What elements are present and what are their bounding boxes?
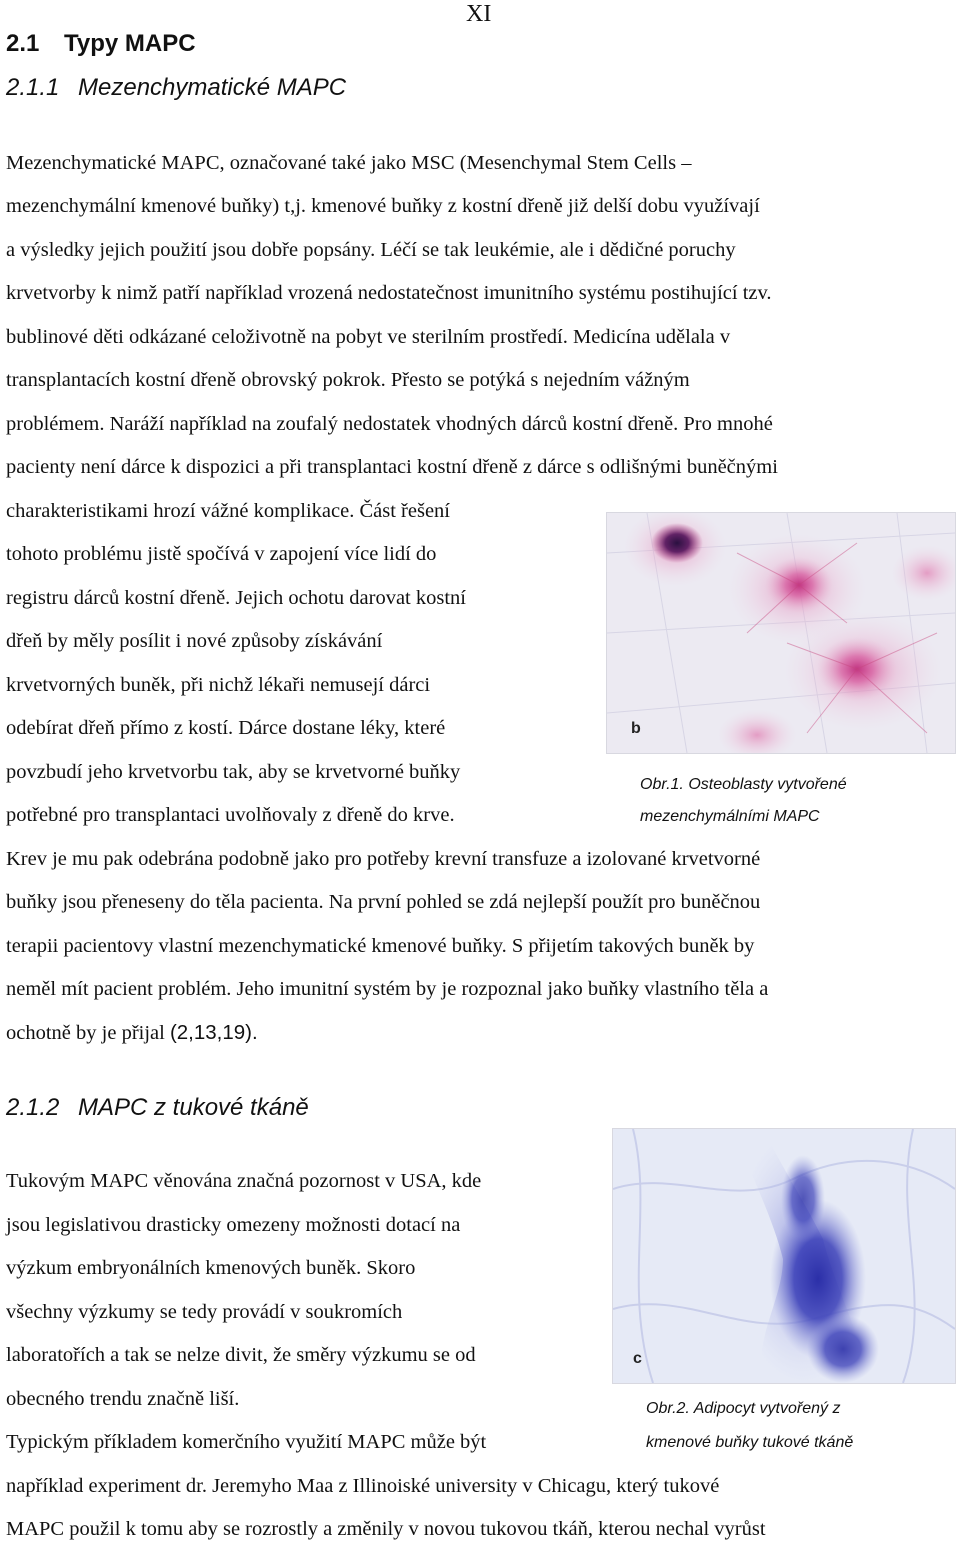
figure-1-caption-line-2: mezenchymálními MAPC xyxy=(640,808,820,825)
paragraph-line: tohoto problému jistě spočívá v zapojení více lidí do xyxy=(6,543,437,565)
paragraph-line: potřebné pro transplantaci uvolňovaly z dřeně do krve. xyxy=(6,804,455,826)
paragraph-line: výzkum embryonálních kmenových buněk. Skoro xyxy=(6,1257,416,1279)
section-title: Typy MAPC xyxy=(64,30,196,57)
paragraph-line: buňky jsou přeneseny do těla pacienta. Na první pohled se zdá nejlepší použít pro buněčnou xyxy=(6,891,761,913)
paragraph-line: charakteristikami hrozí vážné komplikace. Část řešení xyxy=(6,500,450,522)
paragraph-line: MAPC použil k tomu aby se rozrostly a změnily v novou tukovou tkáň, kterou nechal vyrůst xyxy=(6,1518,766,1540)
figure-2-label: c xyxy=(633,1350,642,1367)
paragraph-line: Tukovým MAPC věnována značná pozornost v USA, kde xyxy=(6,1170,482,1192)
paragraph-line: bublinové děti odkázané celoživotně na pobyt ve sterilním prostředí. Medicína udělala v xyxy=(6,326,731,348)
paragraph-line: terapii pacientovy vlastní mezenchymatické kmenové buňky. S přijetím takových buněk by xyxy=(6,935,755,957)
paragraph-text: ochotně by je přijal xyxy=(6,1022,170,1044)
paragraph-line: jsou legislativou drasticky omezeny možnosti dotací na xyxy=(6,1214,461,1236)
figure-1-caption-line-1: Obr.1. Osteoblasty vytvořené xyxy=(640,776,847,793)
paragraph-line: problémem. Naráží například na zoufalý nedostatek vhodných dárců kostní dřeně. Pro mnohé xyxy=(6,413,773,435)
figure-2-caption-line-2: kmenové buňky tukové tkáně xyxy=(646,1434,854,1451)
figure-1-micrograph xyxy=(606,512,956,754)
paragraph-line: a výsledky jejich použití jsou dobře popsány. Léčí se tak leukémie, ale i dědičné poruchy xyxy=(6,239,736,261)
paragraph-line: laboratořích a tak se nelze divit, že směry výzkumu se od xyxy=(6,1344,476,1366)
paragraph-line: registru dárců kostní dřeně. Jejich ochotu darovat kostní xyxy=(6,587,466,609)
paragraph-line: všechny výzkumy se tedy provádí v soukromích xyxy=(6,1301,403,1323)
paragraph-line: obecného trendu značně liší. xyxy=(6,1388,240,1410)
paragraph-line: mezenchymální kmenové buňky) t,j. kmenové buňky z kostní dřeně již delší dobu využívají xyxy=(6,195,760,217)
subsection-number: 2.1.2 xyxy=(6,1094,60,1121)
citation-reference: (2,13,19). xyxy=(169,1021,258,1044)
subsection-heading-1 xyxy=(6,72,346,104)
paragraph-line: dřeň by měly posílit i nové způsoby získávání xyxy=(6,630,383,652)
figure-1-image xyxy=(607,513,955,753)
paragraph-line-last xyxy=(6,1018,258,1048)
section-number: 2.1 xyxy=(6,30,40,57)
paragraph-line: neměl mít pacient problém. Jeho imunitní systém by je rozpoznal jako buňky vlastního těla a xyxy=(6,978,769,1000)
paragraph-line: transplantacích kostní dřeně obrovský pokrok. Přesto se potýká s nejedním vážným xyxy=(6,369,690,391)
subsection-heading-2 xyxy=(6,1092,309,1124)
figure-2-image xyxy=(613,1129,955,1383)
paragraph-line: povzbudí jeho krvetvorbu tak, aby se krvetvorné buňky xyxy=(6,761,461,783)
page-number: XI xyxy=(466,1,492,27)
paragraph-line: Typickým příkladem komerčního využití MAPC může být xyxy=(6,1431,487,1453)
figure-1-label: b xyxy=(631,720,641,737)
figure-2-micrograph xyxy=(612,1128,956,1384)
paragraph-line: odebírat dřeň přímo z kostí. Dárce dostane léky, které xyxy=(6,717,446,739)
paragraph-line: krvetvorných buněk, při nichž lékaři nemusejí dárci xyxy=(6,674,431,696)
figure-2-caption-line-1: Obr.2. Adipocyt vytvořený z xyxy=(646,1400,841,1417)
paragraph-line: Krev je mu pak odebrána podobně jako pro potřeby krevní transfuze a izolované krvetvorné xyxy=(6,848,761,870)
section-heading xyxy=(6,28,196,60)
paragraph-line: pacienty není dárce k dispozici a při transplantaci kostní dřeně z dárce s odlišnými buněčnými xyxy=(6,456,778,478)
subsection-title: MAPC z tukové tkáně xyxy=(78,1094,309,1121)
paragraph-line: například experiment dr. Jeremyho Maa z Illinoiské university v Chicagu, který tukové xyxy=(6,1475,720,1497)
paragraph-line: Mezenchymatické MAPC, označované také jako MSC (Mesenchymal Stem Cells – xyxy=(6,152,692,174)
subsection-number: 2.1.1 xyxy=(6,74,60,101)
paragraph-line: krvetvorby k nimž patří například vrozená nedostatečnost imunitního systému postihující tzv. xyxy=(6,282,772,304)
subsection-title: Mezenchymatické MAPC xyxy=(78,74,347,101)
